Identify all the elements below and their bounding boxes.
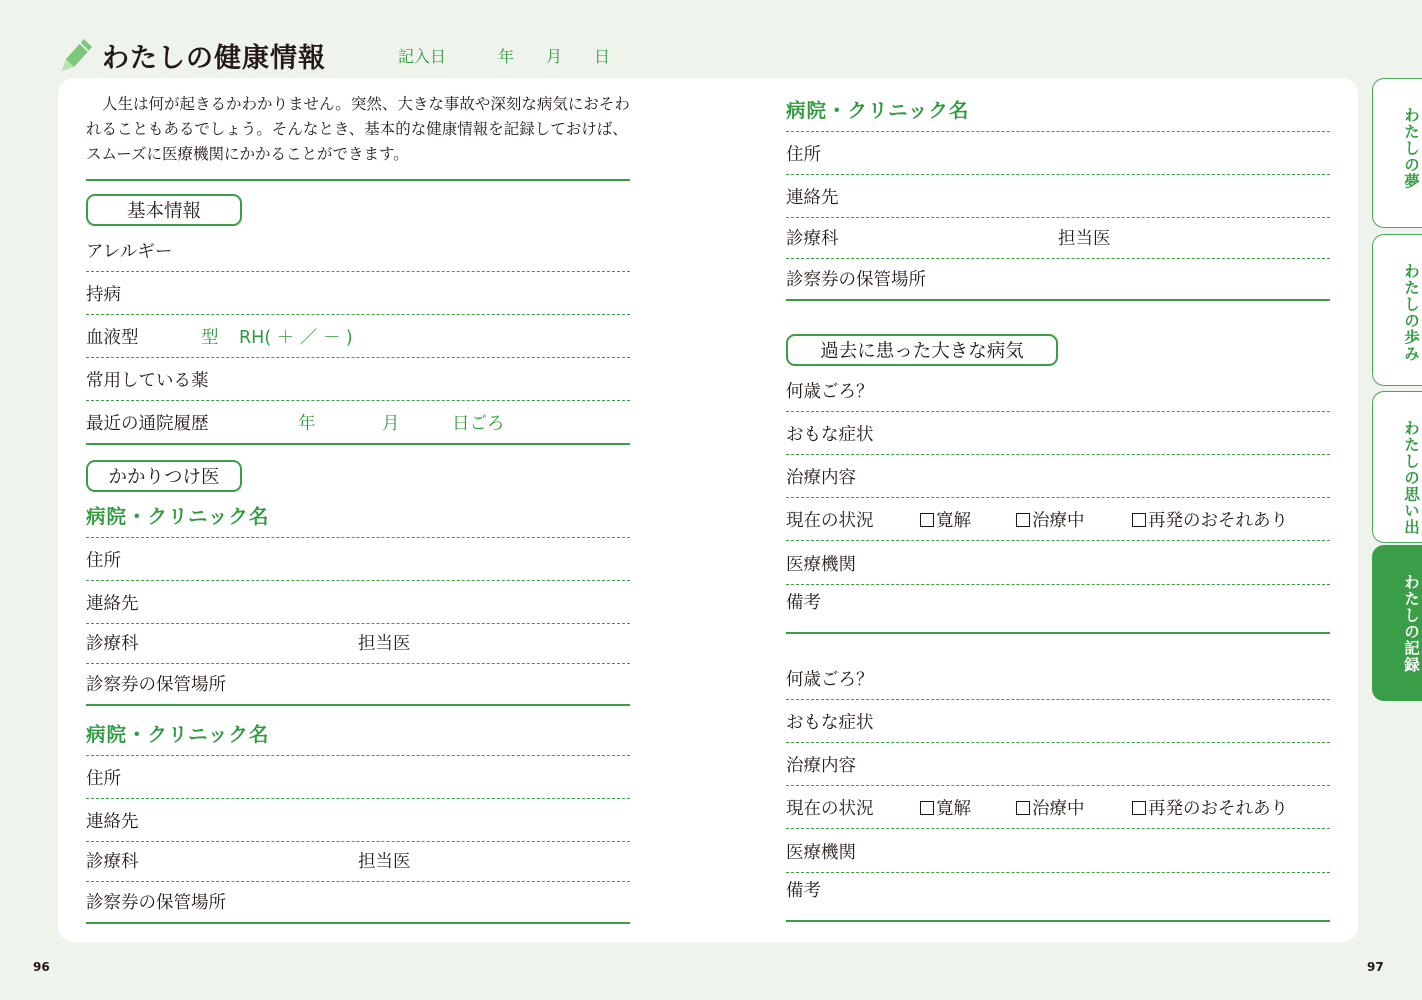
rh-label: RH( ＋ ／ － )	[239, 328, 353, 348]
address-label: 住所	[786, 145, 821, 165]
clinic-name-row[interactable]	[86, 494, 630, 538]
status-row	[786, 498, 1330, 541]
notes-row[interactable]	[786, 585, 1330, 634]
symptoms-row[interactable]	[786, 700, 1330, 743]
entry-month-label: 月	[546, 47, 563, 66]
treating-option[interactable]	[1016, 507, 1085, 532]
entry-year-label: 年	[498, 47, 515, 66]
department-row[interactable]	[86, 842, 630, 882]
card-storage-row[interactable]	[86, 664, 630, 706]
department-label: 診療科	[86, 634, 139, 654]
right-column	[786, 78, 1330, 942]
treating-label: 治療中	[1032, 799, 1085, 819]
treating-option[interactable]	[1016, 795, 1085, 820]
symptoms-label: おもな症状	[786, 713, 874, 733]
institution-label: 医療機関	[786, 555, 856, 575]
card-storage-row[interactable]	[86, 882, 630, 924]
recent-visit-row[interactable]	[86, 401, 630, 445]
address-label: 住所	[86, 769, 121, 789]
card-storage-label: 診察券の保管場所	[86, 675, 226, 695]
entry-date	[398, 44, 642, 67]
doctor-label: 担当医	[358, 852, 411, 872]
contact-row[interactable]	[86, 799, 630, 842]
medicine-row[interactable]	[86, 358, 630, 401]
tab-dreams[interactable]: わたしの夢	[1372, 78, 1422, 228]
clinic-name-label: 病院・クリニック名	[86, 723, 270, 746]
intro-text: 人生は何が起きるかわかりません。突然、大きな事故や深刻な病気におそわれることもあるでしょう。そんなとき、基本的な健康情報を記録しておけば、スムーズに医療機関にかかることができます。	[86, 95, 630, 163]
remission-label: 寛解	[936, 799, 971, 819]
left-column	[86, 78, 630, 942]
doctor-label: 担当医	[358, 634, 411, 654]
illness-age-label: 何歳ごろ？	[786, 382, 874, 402]
clinic-name-label: 病院・クリニック名	[86, 505, 270, 528]
allergy-row[interactable]	[86, 228, 630, 272]
contact-label: 連絡先	[786, 188, 839, 208]
checkbox-icon	[1016, 801, 1030, 815]
recurrence-label: 再発のおそれあり	[1148, 799, 1288, 819]
institution-row[interactable]	[786, 829, 1330, 873]
page-number-left: 96	[33, 960, 50, 974]
page-title: わたしの健康情報	[102, 42, 326, 74]
notes-row[interactable]	[786, 873, 1330, 922]
notes-label: 備考	[786, 881, 821, 901]
checkbox-icon	[1132, 801, 1146, 815]
checkbox-icon	[920, 513, 934, 527]
remission-option[interactable]	[920, 795, 971, 820]
address-row[interactable]	[786, 132, 1330, 175]
contact-label: 連絡先	[86, 812, 139, 832]
recurrence-option[interactable]	[1132, 795, 1288, 820]
clinic-name-row[interactable]	[86, 711, 630, 756]
remission-label: 寛解	[936, 511, 971, 531]
contact-row[interactable]	[786, 175, 1330, 218]
section-family-doctor: かかりつけ医	[86, 460, 242, 492]
remission-option[interactable]	[920, 507, 971, 532]
department-row[interactable]	[86, 624, 630, 664]
recurrence-label: 再発のおそれあり	[1148, 511, 1288, 531]
treatment-row[interactable]	[786, 743, 1330, 786]
tab-memories[interactable]: わたしの思い出	[1372, 391, 1422, 543]
address-row[interactable]	[86, 538, 630, 581]
clinic-name-row[interactable]	[786, 90, 1330, 132]
visit-day-label: 日ごろ	[452, 414, 505, 434]
chronic-row[interactable]	[86, 272, 630, 315]
contact-row[interactable]	[86, 581, 630, 624]
status-label: 現在の状況	[786, 799, 874, 819]
tab-records[interactable]: わたしの記録	[1372, 545, 1422, 701]
institution-label: 医療機関	[786, 843, 856, 863]
blood-label: 血液型	[86, 328, 139, 348]
address-row[interactable]	[86, 756, 630, 799]
card-storage-label: 診察券の保管場所	[786, 270, 926, 290]
chronic-label: 持病	[86, 285, 121, 305]
symptoms-row[interactable]	[786, 412, 1330, 455]
section-basic-info: 基本情報	[86, 194, 242, 226]
recurrence-option[interactable]	[1132, 507, 1288, 532]
divider	[86, 179, 630, 181]
illness-age-row[interactable]	[786, 656, 1330, 700]
checkbox-icon	[1016, 513, 1030, 527]
treating-label: 治療中	[1032, 511, 1085, 531]
entry-date-label: 記入日	[398, 47, 447, 66]
status-row	[786, 786, 1330, 829]
content-card	[58, 78, 1358, 942]
clinic-name-label: 病院・クリニック名	[786, 99, 970, 122]
entry-day-label: 日	[594, 47, 611, 66]
department-label: 診療科	[786, 229, 839, 249]
medicine-label: 常用している薬	[86, 371, 209, 391]
pencil-icon	[58, 35, 94, 75]
checkbox-icon	[920, 801, 934, 815]
card-storage-row[interactable]	[786, 259, 1330, 301]
contact-label: 連絡先	[86, 594, 139, 614]
card-storage-label: 診察券の保管場所	[86, 893, 226, 913]
visit-month-label: 月	[382, 414, 400, 434]
department-label: 診療科	[86, 852, 139, 872]
treatment-row[interactable]	[786, 455, 1330, 498]
page-header	[58, 30, 326, 80]
section-past-illness: 過去に患った大きな病気	[786, 334, 1058, 366]
blood-type-label: 型	[201, 328, 219, 348]
department-row[interactable]	[786, 218, 1330, 259]
notes-label: 備考	[786, 593, 821, 613]
institution-row[interactable]	[786, 541, 1330, 585]
status-label: 現在の状況	[786, 511, 874, 531]
treatment-label: 治療内容	[786, 756, 856, 776]
blood-row[interactable]	[86, 315, 630, 358]
symptoms-label: おもな症状	[786, 425, 874, 445]
treatment-label: 治療内容	[786, 468, 856, 488]
address-label: 住所	[86, 551, 121, 571]
recent-visit-label: 最近の通院履歴	[86, 414, 209, 434]
illness-age-label: 何歳ごろ？	[786, 670, 874, 690]
allergy-label: アレルギー	[86, 242, 173, 262]
illness-age-row[interactable]	[786, 368, 1330, 412]
visit-year-label: 年	[298, 414, 316, 434]
page-number-right: 97	[1367, 960, 1384, 974]
doctor-label: 担当医	[1058, 229, 1111, 249]
checkbox-icon	[1132, 513, 1146, 527]
tab-history[interactable]: わたしの歩み	[1372, 234, 1422, 386]
